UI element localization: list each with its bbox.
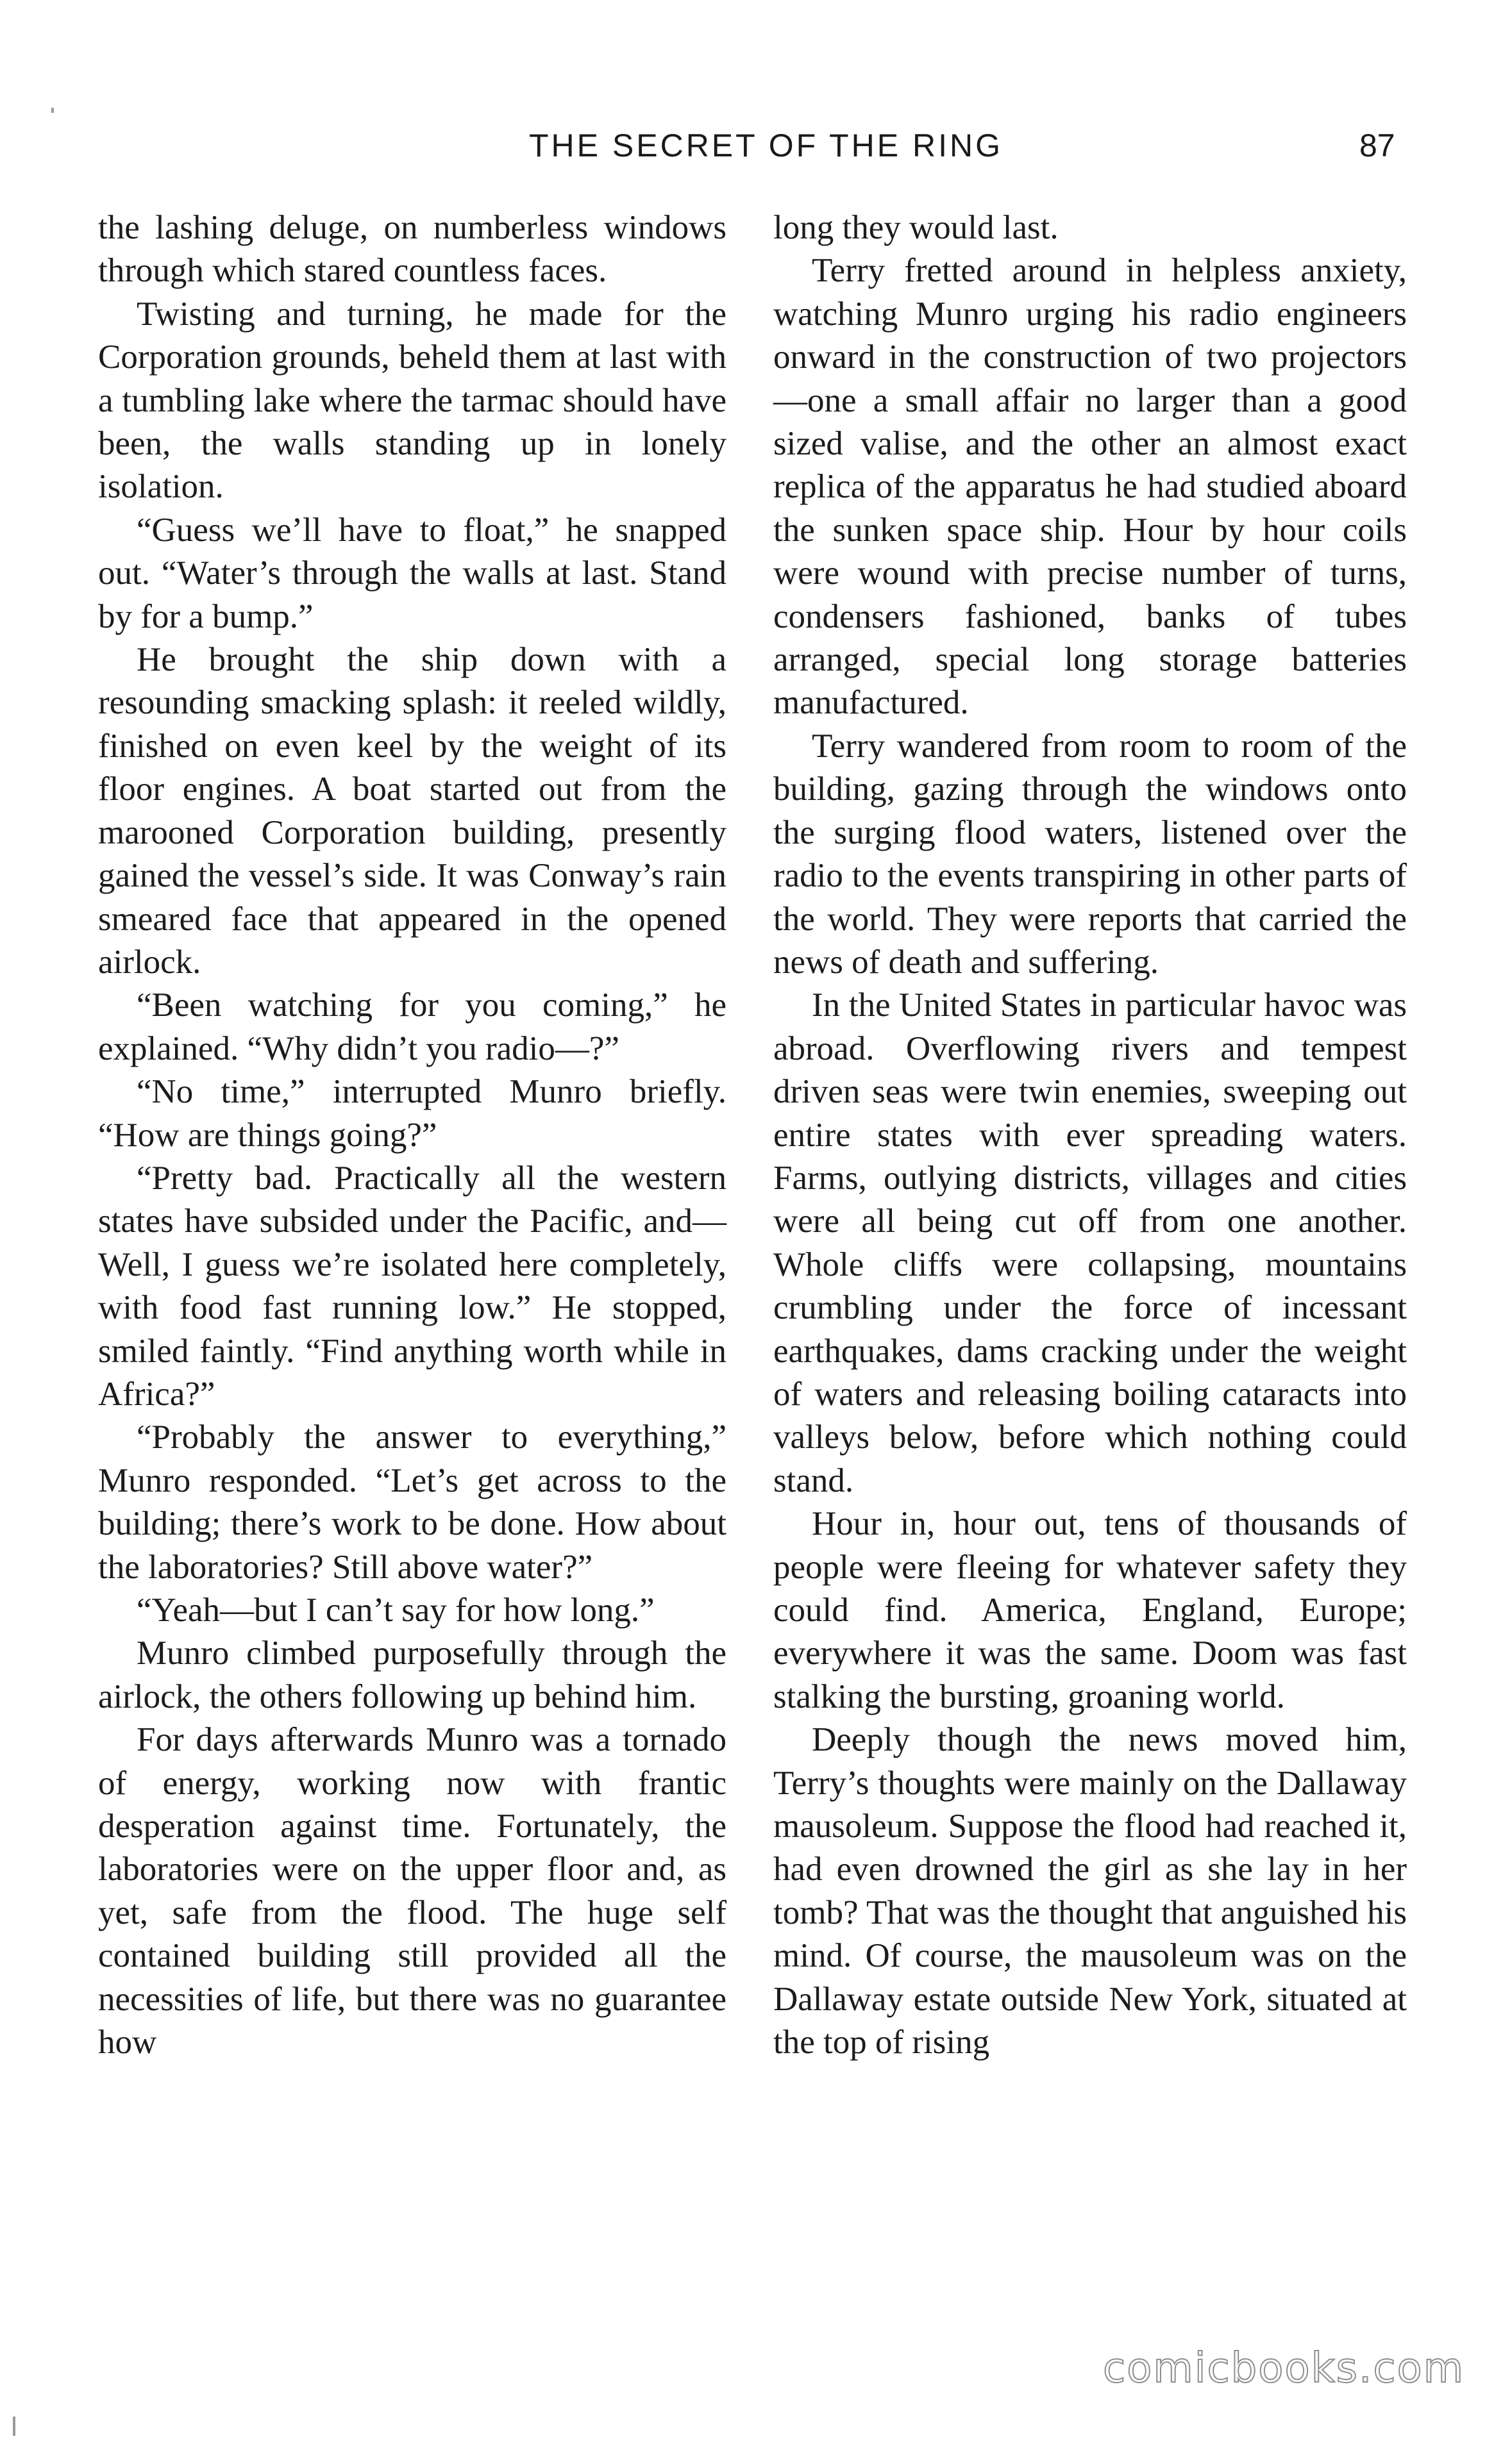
paragraph: For days afterwards Munro was a tornado of energy, working now with frantic desperation against time. Fortunately, the laboratories were on the upper floor and, as yet, safe from the flood. The huge self contained building still provided all the necessities of life, but there was no guarantee how <box>98 1721 726 2061</box>
page-number: 87 <box>1359 128 1395 163</box>
running-title: THE SECRET OF THE RING <box>529 128 1003 163</box>
left-column <box>98 206 726 2064</box>
scan-edge-mark <box>13 2417 15 2436</box>
paragraph: Twisting and turning, he made for the Corporation grounds, beheld them at last with a tumbling lake where the tarmac should have been, the walls standing up in lonely isolation. <box>98 295 726 506</box>
paragraph: Munro climbed purposefully through the airlock, the others following up behind him. <box>98 1635 726 1715</box>
paragraph: Terry wandered from room to room of the building, gazing through the windows onto the surging flood waters, listened over the radio to the events transpiring in other parts of the world. They were reports that carried the news of death and suffering. <box>773 727 1407 981</box>
paragraph: “No time,” interrupted Munro briefly. “How are things going?” <box>98 1073 726 1154</box>
paragraph: In the United States in particular havoc was abroad. Overflowing rivers and tempest driven seas were twin enemies, sweeping out entire states with ever spreading waters. Farms, outlying districts, villages and cities were all being cut off from one another. Whole cliffs were collapsing, mountains crumbling under the force of incessant earthquakes, dams cracking under the weight of waters and releasing boiling cataracts into valleys below, before which nothing could stand. <box>773 986 1407 1499</box>
right-column <box>773 206 1407 2064</box>
paragraph: long they would last. <box>773 209 1059 246</box>
paragraph: “Probably the answer to everything,” Munro responded. “Let’s get across to the building; there’s work to be done. How about the laboratories? Still above water?” <box>98 1419 726 1586</box>
paragraph: the lashing deluge, on numberless windows through which stared countless faces. <box>98 209 726 290</box>
watermark: comicbooks.com <box>1103 2345 1465 2392</box>
paragraph: “Yeah—but I can’t say for how long.” <box>137 1592 655 1629</box>
paragraph: “Guess we’ll have to float,” he snapped out. “Water’s through the walls at last. Stand by for a bump.” <box>98 511 726 635</box>
paragraph: “Pretty bad. Practically all the western states have subsided under the Pacific, and—Well, I guess we’re isolated here completely, with food fast running low.” He stopped, smiled faintly. “Find anything worth while in Africa?” <box>98 1159 726 1413</box>
paragraph: He brought the ship down with a resounding smacking splash: it reeled wildly, finished on even keel by the weight of its floor engines. A boat started out from the marooned Corporation building, presently gained the vessel’s side. It was Conway’s rain smeared face that appeared in the opened airlock. <box>98 641 726 981</box>
scan-speck <box>51 108 54 113</box>
paragraph: “Been watching for you coming,” he explained. “Why didn’t you radio—?” <box>98 986 726 1067</box>
running-header <box>0 123 1503 174</box>
paragraph: Terry fretted around in helpless anxiety, watching Munro urging his radio engineers onward in the construction of two projectors—one a small affair no larger than a good sized valise, and the other an almost exact replica of the apparatus he had studied aboard the sunken space ship. Hour by hour coils were wound with precise number of turns, condensers fashioned, banks of tubes arranged, special long storage batteries manufactured. <box>773 252 1407 722</box>
paragraph: Deeply though the news moved him, Terry’s thoughts were mainly on the Dallaway mausoleum. Suppose the flood had reached it, had even drowned the girl as she lay in her tomb? That was the thought that anguished his mind. Of course, the mausoleum was on the Dallaway estate outside New York, situated at the top of rising <box>773 1721 1407 2061</box>
paragraph: Hour in, hour out, tens of thousands of people were fleeing for whatever safety they could find. America, England, Europe; everywhere it was the same. Doom was fast stalking the bursting, groaning world. <box>773 1505 1407 1715</box>
